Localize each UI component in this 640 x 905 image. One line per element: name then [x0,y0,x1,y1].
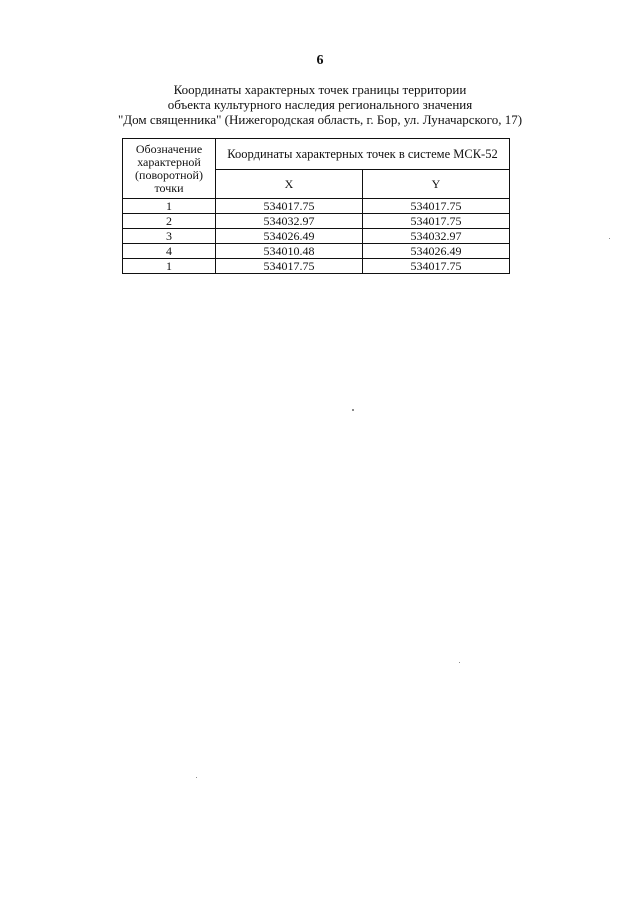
table-row [123,214,510,229]
table-row [123,259,510,274]
scan-speck [196,777,197,778]
cell-point: 1 [123,199,216,214]
cell-y: 534032.97 [363,229,510,244]
table-row [123,229,510,244]
cell-x: 534026.49 [216,229,363,244]
cell-x: 534032.97 [216,214,363,229]
cell-point: 1 [123,259,216,274]
title-line-2: объекта культурного наследия регионального значения [167,97,473,112]
document-title [100,82,540,127]
scan-speck [352,409,354,411]
coordinates-table [122,138,510,274]
cell-x: 534017.75 [216,199,363,214]
scan-speck [609,238,610,239]
cell-x: 534017.75 [216,259,363,274]
cell-y: 534017.75 [363,199,510,214]
cell-point: 3 [123,229,216,244]
cell-x: 534010.48 [216,244,363,259]
header-x: X [216,170,363,199]
cell-point: 2 [123,214,216,229]
header-coordinate-system: Координаты характерных точек в системе МСК-52 [216,139,510,170]
cell-y: 534017.75 [363,259,510,274]
cell-y: 534017.75 [363,214,510,229]
cell-y: 534026.49 [363,244,510,259]
table-row [123,244,510,259]
cell-point: 4 [123,244,216,259]
title-line-3: "Дом священника" (Нижегородская область, г. Бор, ул. Луначарского, 17) [117,112,523,127]
table-row [123,199,510,214]
header-point: Обозначение характерной (поворотной) точки [123,139,216,199]
title-line-1: Координаты характерных точек границы территории [173,82,467,97]
page-number: 6 [316,53,324,68]
scan-speck [459,662,460,663]
header-y: Y [363,170,510,199]
